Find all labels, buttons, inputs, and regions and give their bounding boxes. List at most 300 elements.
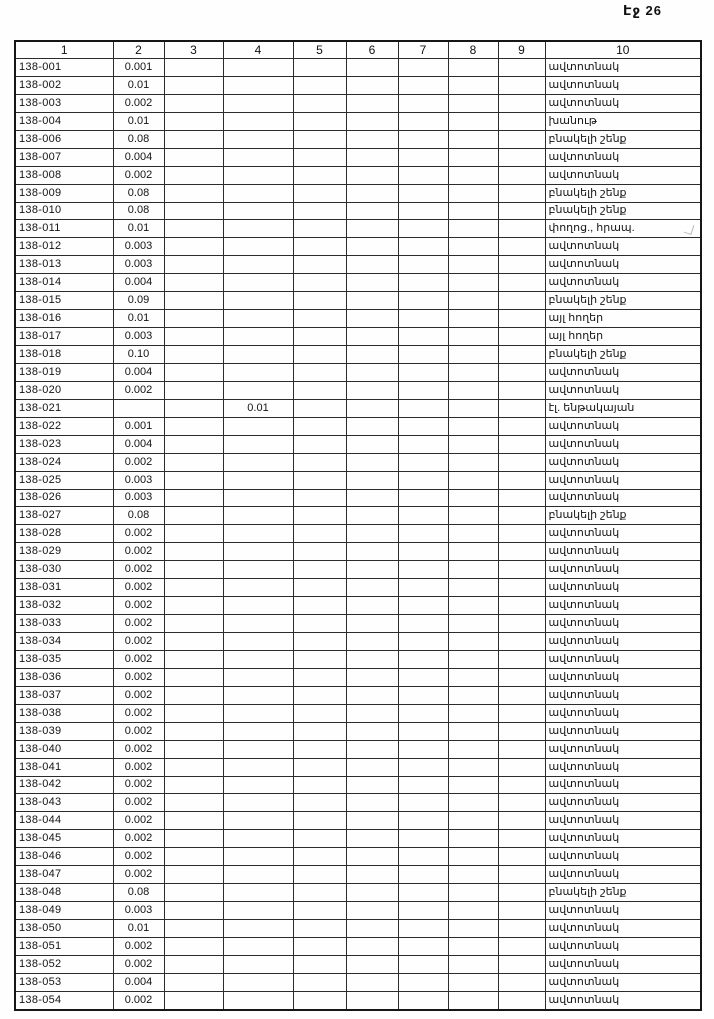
table-cell	[293, 489, 346, 507]
table-cell	[398, 776, 448, 794]
table-cell	[293, 130, 346, 148]
table-cell	[164, 830, 223, 848]
table-cell	[448, 310, 498, 328]
table-row	[15, 740, 701, 758]
page-number: Էջ 26	[623, 3, 662, 18]
table-cell	[164, 579, 223, 597]
table-cell: ավտոտնակ	[545, 794, 701, 812]
table-cell	[448, 902, 498, 920]
table-cell	[448, 776, 498, 794]
table-cell: 138-050	[15, 920, 113, 938]
table-cell: ավտոտնակ	[545, 686, 701, 704]
table-cell	[223, 776, 293, 794]
table-cell	[398, 399, 448, 417]
table-cell	[293, 866, 346, 884]
table-cell: 0.01	[113, 920, 164, 938]
table-cell	[164, 417, 223, 435]
table-cell	[223, 704, 293, 722]
table-cell: ավտոտնակ	[545, 453, 701, 471]
table-cell: 138-007	[15, 148, 113, 166]
table-cell: փողոց., հրապ.	[545, 220, 701, 238]
table-cell	[498, 346, 545, 364]
table-cell	[293, 955, 346, 973]
table-cell: 0.004	[113, 363, 164, 381]
table-cell: 0.002	[113, 704, 164, 722]
table-cell: այլ հողեր	[545, 310, 701, 328]
table-cell	[293, 758, 346, 776]
table-cell	[398, 884, 448, 902]
table-cell	[498, 615, 545, 633]
table-cell	[164, 902, 223, 920]
table-cell: 0.002	[113, 381, 164, 399]
table-cell: 0.002	[113, 579, 164, 597]
table-cell	[346, 435, 398, 453]
table-cell: 138-015	[15, 292, 113, 310]
table-cell: ավտոտնակ	[545, 471, 701, 489]
table-row	[15, 597, 701, 615]
table-cell	[398, 489, 448, 507]
table-cell	[398, 76, 448, 94]
table-cell	[293, 525, 346, 543]
table-cell	[293, 561, 346, 579]
table-cell	[346, 902, 398, 920]
table-cell: 0.002	[113, 668, 164, 686]
table-cell	[223, 830, 293, 848]
column-header: 9	[498, 41, 545, 59]
table-cell: 0.002	[113, 830, 164, 848]
table-cell: ավտոտնակ	[545, 955, 701, 973]
table-cell	[346, 525, 398, 543]
table-cell: ավտոտնակ	[545, 76, 701, 94]
table-cell	[164, 615, 223, 633]
table-cell	[498, 328, 545, 346]
table-cell: ավտոտնակ	[545, 381, 701, 399]
table-cell	[164, 848, 223, 866]
table-cell	[346, 686, 398, 704]
table-cell	[498, 955, 545, 973]
table-cell	[346, 148, 398, 166]
table-cell: 0.002	[113, 740, 164, 758]
table-cell	[293, 310, 346, 328]
table-cell	[448, 238, 498, 256]
table-cell	[293, 94, 346, 112]
table-cell: 0.003	[113, 238, 164, 256]
table-cell	[398, 991, 448, 1010]
table-cell: 0.09	[113, 292, 164, 310]
table-cell	[164, 381, 223, 399]
table-cell: ավտոտնակ	[545, 920, 701, 938]
table-cell: ավտոտնակ	[545, 740, 701, 758]
table-cell: 138-032	[15, 597, 113, 615]
table-cell	[448, 812, 498, 830]
table-cell	[164, 292, 223, 310]
table-cell	[448, 668, 498, 686]
table-cell: բնակելի շենք	[545, 130, 701, 148]
table-cell	[164, 920, 223, 938]
table-cell: 0.003	[113, 902, 164, 920]
table-row	[15, 292, 701, 310]
table-cell: 138-033	[15, 615, 113, 633]
table-cell	[293, 453, 346, 471]
table-cell	[223, 417, 293, 435]
table-row	[15, 579, 701, 597]
table-cell: ավտոտնակ	[545, 866, 701, 884]
table-row	[15, 220, 701, 238]
table-cell	[448, 346, 498, 364]
table-cell: 138-038	[15, 704, 113, 722]
table-row	[15, 435, 701, 453]
table-row	[15, 668, 701, 686]
table-cell	[223, 59, 293, 77]
table-row	[15, 902, 701, 920]
table-cell: 138-018	[15, 346, 113, 364]
table-cell	[346, 471, 398, 489]
table-cell	[398, 525, 448, 543]
table-cell	[293, 633, 346, 651]
table-cell	[164, 346, 223, 364]
table-row	[15, 328, 701, 346]
table-cell	[293, 148, 346, 166]
table-cell	[448, 256, 498, 274]
table-row	[15, 130, 701, 148]
table-cell	[346, 238, 398, 256]
table-cell	[223, 148, 293, 166]
table-cell	[346, 866, 398, 884]
table-cell	[498, 866, 545, 884]
table-cell	[164, 399, 223, 417]
table-cell	[223, 794, 293, 812]
table-row	[15, 399, 701, 417]
table-cell	[223, 597, 293, 615]
table-cell	[164, 650, 223, 668]
table-cell: ավտոտնակ	[545, 776, 701, 794]
table-cell	[448, 184, 498, 202]
table-row	[15, 471, 701, 489]
table-row	[15, 884, 701, 902]
table-cell	[498, 848, 545, 866]
table-cell	[346, 381, 398, 399]
table-cell	[346, 740, 398, 758]
table-cell: 0.08	[113, 130, 164, 148]
table-cell	[293, 184, 346, 202]
table-cell	[164, 94, 223, 112]
table-cell	[498, 597, 545, 615]
table-cell	[498, 686, 545, 704]
table-cell	[223, 884, 293, 902]
table-cell	[448, 543, 498, 561]
table-cell	[498, 363, 545, 381]
table-cell: ավտոտնակ	[545, 543, 701, 561]
table-cell	[448, 722, 498, 740]
table-cell	[293, 794, 346, 812]
table-cell	[293, 902, 346, 920]
table-cell	[498, 381, 545, 399]
table-cell	[223, 722, 293, 740]
table-cell	[164, 256, 223, 274]
table-cell: 138-029	[15, 543, 113, 561]
table-row	[15, 310, 701, 328]
table-cell	[164, 238, 223, 256]
table-row	[15, 166, 701, 184]
table-cell: ավտոտնակ	[545, 633, 701, 651]
table-cell: ավտոտնակ	[545, 59, 701, 77]
table-row	[15, 561, 701, 579]
table-cell: 138-016	[15, 310, 113, 328]
table-cell	[498, 256, 545, 274]
table-cell	[346, 937, 398, 955]
table-cell: էլ. ենթակայան	[545, 399, 701, 417]
table-cell	[346, 597, 398, 615]
table-cell	[293, 848, 346, 866]
table-cell	[223, 328, 293, 346]
table-cell: 138-026	[15, 489, 113, 507]
table-cell	[498, 94, 545, 112]
table-cell: այլ հողեր	[545, 328, 701, 346]
table-cell	[398, 937, 448, 955]
table-cell: 0.002	[113, 94, 164, 112]
table-cell	[398, 794, 448, 812]
table-cell	[498, 776, 545, 794]
table-cell: 138-022	[15, 417, 113, 435]
table-cell: ավտոտնակ	[545, 435, 701, 453]
table-cell	[498, 973, 545, 991]
table-cell	[293, 166, 346, 184]
table-cell	[448, 94, 498, 112]
table-row	[15, 543, 701, 561]
table-cell	[448, 848, 498, 866]
table-cell	[448, 274, 498, 292]
table-cell: 138-049	[15, 902, 113, 920]
table-cell: 138-020	[15, 381, 113, 399]
table-cell	[346, 310, 398, 328]
table-cell	[398, 346, 448, 364]
table-cell	[293, 471, 346, 489]
table-cell	[448, 166, 498, 184]
table-cell: 0.002	[113, 686, 164, 704]
table-cell	[223, 866, 293, 884]
table-cell	[346, 955, 398, 973]
table-cell	[223, 310, 293, 328]
table-cell	[164, 112, 223, 130]
table-cell	[346, 543, 398, 561]
table-row	[15, 238, 701, 256]
table-cell: 138-002	[15, 76, 113, 94]
table-cell	[448, 435, 498, 453]
table-cell: 138-027	[15, 507, 113, 525]
table-cell: ավտոտնակ	[545, 668, 701, 686]
column-header: 7	[398, 41, 448, 59]
column-header: 3	[164, 41, 223, 59]
table-row	[15, 453, 701, 471]
table-row	[15, 937, 701, 955]
table-cell	[498, 937, 545, 955]
table-cell	[398, 812, 448, 830]
table-cell	[164, 991, 223, 1010]
table-cell	[223, 381, 293, 399]
table-cell: 0.002	[113, 633, 164, 651]
table-cell	[398, 274, 448, 292]
table-cell: 0.001	[113, 59, 164, 77]
table-cell	[293, 597, 346, 615]
table-cell	[398, 453, 448, 471]
table-cell	[164, 686, 223, 704]
table-cell	[398, 561, 448, 579]
table-cell	[498, 650, 545, 668]
table-cell	[448, 704, 498, 722]
table-cell	[498, 812, 545, 830]
table-cell	[223, 346, 293, 364]
table-cell	[293, 579, 346, 597]
table-cell: 138-042	[15, 776, 113, 794]
table-cell	[293, 76, 346, 94]
table-row	[15, 991, 701, 1010]
table-cell	[498, 453, 545, 471]
table-cell: ավտոտնակ	[545, 363, 701, 381]
table-cell	[223, 453, 293, 471]
table-cell	[398, 758, 448, 776]
table-cell	[448, 202, 498, 220]
table-cell	[223, 955, 293, 973]
table-cell	[346, 399, 398, 417]
table-cell	[346, 991, 398, 1010]
table-cell: ավտոտնակ	[545, 937, 701, 955]
table-cell	[448, 758, 498, 776]
table-cell: ավտոտնակ	[545, 489, 701, 507]
table-cell	[346, 489, 398, 507]
table-cell: 138-013	[15, 256, 113, 274]
table-cell	[293, 973, 346, 991]
table-cell	[448, 525, 498, 543]
table-cell	[498, 435, 545, 453]
table-cell	[448, 76, 498, 94]
table-cell	[498, 830, 545, 848]
table-cell	[223, 94, 293, 112]
table-cell	[223, 292, 293, 310]
table-cell	[398, 507, 448, 525]
table-cell	[293, 238, 346, 256]
table-cell	[223, 579, 293, 597]
table-cell	[346, 130, 398, 148]
table-cell	[398, 740, 448, 758]
table-cell: ավտոտնակ	[545, 579, 701, 597]
data-table	[14, 40, 702, 1011]
table-cell	[223, 973, 293, 991]
table-row	[15, 274, 701, 292]
table-cell: 0.002	[113, 543, 164, 561]
table-cell: ավտոտնակ	[545, 417, 701, 435]
table-row	[15, 776, 701, 794]
table-cell: 138-023	[15, 435, 113, 453]
table-cell: 138-014	[15, 274, 113, 292]
table-cell: 138-031	[15, 579, 113, 597]
table-cell: 138-035	[15, 650, 113, 668]
table-cell	[498, 292, 545, 310]
table-cell	[164, 794, 223, 812]
table-cell	[164, 435, 223, 453]
table-cell	[346, 758, 398, 776]
table-row	[15, 920, 701, 938]
table-cell	[398, 310, 448, 328]
table-cell	[398, 202, 448, 220]
table-cell: ավտոտնակ	[545, 256, 701, 274]
table-cell: 138-036	[15, 668, 113, 686]
table-cell	[293, 920, 346, 938]
table-cell	[448, 363, 498, 381]
table-cell: բնակելի շենք	[545, 202, 701, 220]
table-cell	[164, 76, 223, 94]
table-cell	[293, 830, 346, 848]
table-cell	[346, 615, 398, 633]
table-cell: ավտոտնակ	[545, 758, 701, 776]
table-cell	[398, 848, 448, 866]
table-cell	[346, 704, 398, 722]
table-cell	[293, 991, 346, 1010]
table-cell	[223, 920, 293, 938]
table-row	[15, 112, 701, 130]
table-cell	[164, 597, 223, 615]
table-cell	[293, 650, 346, 668]
table-cell	[398, 130, 448, 148]
table-cell	[346, 417, 398, 435]
table-cell	[293, 112, 346, 130]
table-cell	[498, 59, 545, 77]
table-cell: 138-054	[15, 991, 113, 1010]
table-cell: 138-019	[15, 363, 113, 381]
table-cell: 0.08	[113, 507, 164, 525]
table-cell: ավտոտնակ	[545, 238, 701, 256]
table-cell	[223, 166, 293, 184]
table-cell: 138-030	[15, 561, 113, 579]
table-cell	[398, 668, 448, 686]
table-cell	[223, 668, 293, 686]
table-cell: 0.002	[113, 937, 164, 955]
table-cell: 0.002	[113, 650, 164, 668]
table-cell: 0.002	[113, 776, 164, 794]
table-cell	[293, 202, 346, 220]
table-cell: 138-045	[15, 830, 113, 848]
table-cell	[164, 130, 223, 148]
table-cell: 0.002	[113, 758, 164, 776]
table-row	[15, 59, 701, 77]
table-cell	[293, 812, 346, 830]
table-cell	[346, 453, 398, 471]
table-row	[15, 363, 701, 381]
table-cell	[223, 543, 293, 561]
table-cell: ավտոտնակ	[545, 597, 701, 615]
table-cell	[164, 758, 223, 776]
table-cell	[164, 668, 223, 686]
table-cell	[223, 274, 293, 292]
table-cell: 138-001	[15, 59, 113, 77]
table-cell	[498, 148, 545, 166]
table-cell: 0.004	[113, 973, 164, 991]
table-cell	[346, 776, 398, 794]
table-cell	[398, 704, 448, 722]
table-cell	[346, 830, 398, 848]
table-cell	[164, 220, 223, 238]
table-cell	[164, 489, 223, 507]
table-cell	[346, 363, 398, 381]
table-cell	[448, 130, 498, 148]
table-cell	[498, 471, 545, 489]
table-cell	[293, 704, 346, 722]
table-cell	[293, 274, 346, 292]
table-cell: 138-006	[15, 130, 113, 148]
table-cell: ավտոտնակ	[545, 812, 701, 830]
table-cell	[498, 507, 545, 525]
table-row	[15, 489, 701, 507]
table-cell	[346, 220, 398, 238]
